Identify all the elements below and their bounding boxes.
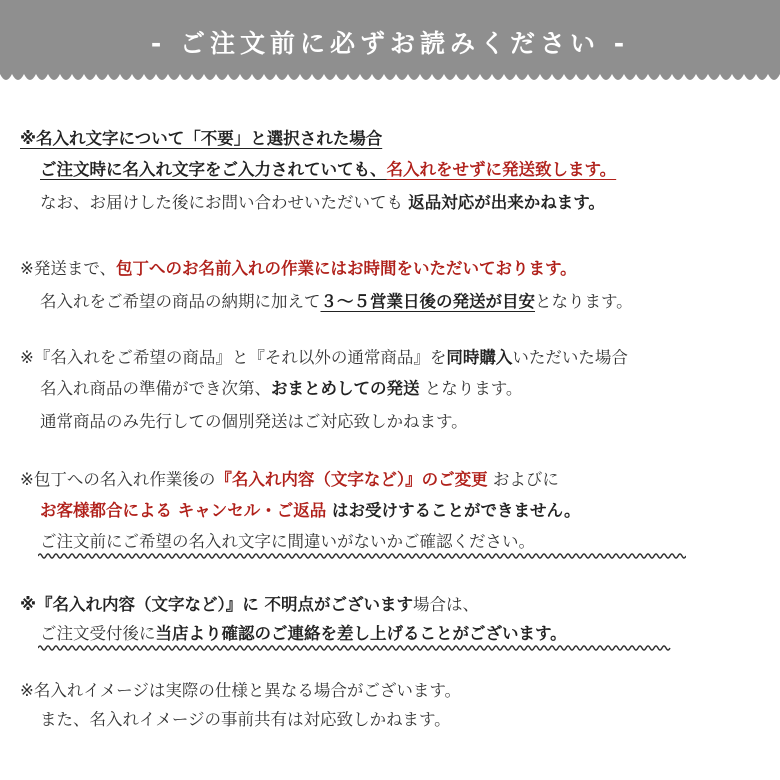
- notice-2-text-b: 包丁へのお名前入れの作業にはお時間をいただいております。: [116, 259, 577, 278]
- notice-5-text-a: ※『名入れ内容（文字など）』に 不明点がございます: [20, 595, 414, 614]
- notice-1-heading: ※名入れ文字について「不要」と選択された場合: [20, 129, 383, 148]
- notice-1-text-a: ご注文時に名入れ文字をご入力されていても、: [40, 160, 387, 179]
- notice-4-text-a: ※包丁への名入れ作業後の: [20, 470, 216, 489]
- notice-2-text-e: となります。: [535, 292, 633, 311]
- notice-3-line-1: [20, 346, 628, 370]
- header-title: - ご注文前に必ずお読みください -: [150, 29, 630, 58]
- notice-4-line-1: [20, 468, 559, 492]
- wavy-underline-2: [38, 643, 674, 653]
- notice-3-line-3: 通常商品のみ先行しての個別発送はご対応致しかねます。: [40, 412, 468, 431]
- notice-5-text-d: 当店より確認のご連絡を差し上げることがございます。: [155, 624, 567, 643]
- wavy-underline-1: [38, 551, 686, 561]
- notice-3-text-b: 同時購入: [446, 348, 513, 367]
- notice-2-line-2: [40, 290, 633, 314]
- notice-4-line-3: ご注文前にご希望の名入れ文字に間違いがないかご確認ください。: [40, 532, 535, 551]
- notice-1-text-d: 返品対応が出来かねます。: [408, 193, 605, 212]
- notice-6-line-1: ※名入れイメージは実際の仕様と異なる場合がございます。: [20, 681, 462, 700]
- notice-4-text-b: 『名入れ内容（文字など）』のご変更: [215, 470, 488, 489]
- notice-3-text-a: ※『名入れをご希望の商品』と『それ以外の通常商品』を: [20, 348, 447, 367]
- notice-3-text-c: いただいた場合: [512, 348, 628, 367]
- notice-4-line-2: [40, 499, 581, 523]
- notice-2-text-a: ※発送まで、: [20, 259, 116, 278]
- notice-3-line-2: [40, 377, 522, 401]
- notice-3-text-f: となります。: [419, 379, 523, 398]
- header-banner: [0, 0, 780, 86]
- notice-4-text-c: およびに: [487, 470, 559, 489]
- notice-1-line-2: [40, 158, 616, 182]
- notice-3-text-e: おまとめしての発送: [271, 379, 420, 398]
- notice-1-text-c: なお、お届けした後にお問い合わせいただいても: [40, 193, 409, 212]
- notice-1-text-b: 名入れをせずに発送致します。: [386, 160, 617, 179]
- notice-5-text-c: ご注文受付後に: [40, 624, 156, 643]
- notice-4-text-d: お客様都合による キャンセル・ご返品: [40, 501, 327, 520]
- notice-2-text-d: ３～５営業日後の発送が目安: [320, 292, 535, 311]
- notice-3-text-d: 名入れ商品の準備ができ次第、: [40, 379, 271, 398]
- notice-6-line-2: また、名入れイメージの事前共有は対応致しかねます。: [40, 710, 451, 729]
- notice-4-text-e: はお受けすることができません。: [326, 501, 581, 520]
- notice-5-line-1: [20, 593, 479, 617]
- notice-5-text-b: 場合は、: [413, 595, 480, 614]
- notice-2-text-c: 名入れをご希望の商品の納期に加えて: [40, 292, 321, 311]
- notice-1-line-3: [40, 191, 605, 215]
- notice-2-line-1: [20, 257, 577, 281]
